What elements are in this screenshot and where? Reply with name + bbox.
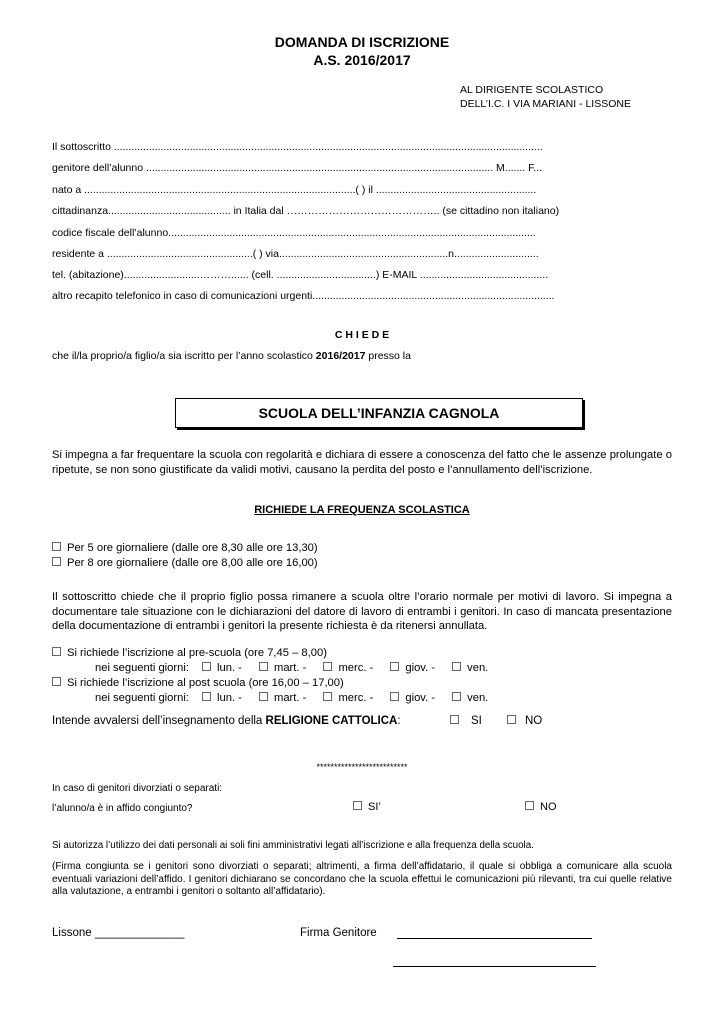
religion-label-bold: RELIGIONE CATTOLICA	[265, 715, 398, 727]
religion-label-post: :	[397, 715, 401, 727]
field-cittadinanza[interactable]: cittadinanza.......................................... in Italia dal …………………………………….. (se cittadino non italiano)	[52, 205, 560, 217]
field-telefono[interactable]: tel. (abitazione)..........................………...... (cell. ..................................) E-MAIL ............................................	[52, 269, 549, 281]
custody-question: l’alunno/a è in affido congiunto?	[52, 803, 193, 814]
custody-no-label: NO	[540, 801, 557, 813]
field-altro-recapito[interactable]: altro recapito telefonico in caso di comunicazioni urgenti...................................................................................	[52, 290, 555, 302]
day-mart: mart. -	[274, 662, 307, 674]
checkbox-5h[interactable]	[52, 542, 61, 551]
request-text-post: presso la	[365, 350, 411, 362]
post-school-option[interactable]	[52, 677, 344, 689]
recipient-line-1: AL DIRIGENTE SCOLASTICO	[460, 84, 604, 96]
checkbox-post-giov[interactable]	[390, 692, 399, 701]
checkbox-custody-no[interactable]	[525, 801, 534, 810]
extra-time-paragraph: Il sottoscritto chiede che il proprio figlio possa rimanere a scuola oltre l’orario normale per motivi di lavoro. Si impegna a documentare tale situazione con le dichiarazioni del datore di lavoro di entrambi i genitori. In caso di mancata presentazione della documentazione di entrambi i genitori la presente richiesta è da ritenersi annullata.	[52, 591, 672, 632]
post-school-label: Si richiede l’iscrizione al post scuola (ore 16,00 – 17,00)	[67, 677, 344, 689]
signature-line-2[interactable]	[393, 966, 596, 967]
religion-yes-option[interactable]	[450, 715, 482, 727]
checkbox-custody-yes[interactable]	[353, 801, 362, 810]
religion-yes-label: SI	[471, 715, 482, 727]
custody-yes-label: SI’	[368, 801, 381, 813]
checkbox-post-ven[interactable]	[452, 692, 461, 701]
checkbox-pre-merc[interactable]	[323, 662, 332, 671]
religion-no-label: NO	[525, 715, 543, 727]
recipient-line-2: DELL’I.C. I VIA MARIANI - LISSONE	[460, 98, 631, 110]
frequency-option-5h[interactable]	[52, 542, 318, 554]
days-label: nei seguenti giorni:	[95, 662, 189, 674]
religion-label-pre: Intende avvalersi dell’insegnamento della	[52, 715, 266, 727]
checkbox-post-mart[interactable]	[259, 692, 268, 701]
request-line	[52, 350, 411, 362]
frequency-option-8h[interactable]	[52, 557, 318, 569]
request-year: 2016/2017	[315, 350, 366, 362]
place-field[interactable]: Lissone ______________	[52, 927, 185, 939]
checkbox-religion-no[interactable]	[507, 715, 516, 724]
signature-line-1[interactable]	[397, 938, 592, 939]
school-name: SCUOLA DELL’INFANZIA CAGNOLA	[258, 405, 500, 421]
commitment-paragraph: Si impegna a far frequentare la scuola con regolarità e dichiara di essere a conoscenza del fatto che le assenze prolungate o ripetute, se non sono giustificate da validi motivi, causano la perdita del posto e l’annullamento dell’iscrizione.	[52, 449, 672, 476]
checkbox-post-merc[interactable]	[323, 692, 332, 701]
day-lun: lun. -	[217, 662, 242, 674]
checkbox-religion-yes[interactable]	[450, 715, 459, 724]
pre-school-option[interactable]	[52, 647, 327, 659]
day-giov: giov. -	[405, 692, 436, 704]
field-residente[interactable]: residente a ..................................................( ) via..........................................................n.............................	[52, 248, 539, 260]
field-codice-fiscale[interactable]: codice fiscale dell’alunno..............................................................................................................................	[52, 227, 536, 239]
field-genitore[interactable]: genitore dell’alunno ....................................................................................................................... M....... F...	[52, 162, 543, 174]
checkbox-pre-school[interactable]	[52, 647, 61, 656]
day-mart: mart. -	[274, 692, 307, 704]
separator-stars: **************************	[316, 762, 408, 772]
chiede-heading: C H I E D E	[334, 329, 390, 341]
frequency-heading: RICHIEDE LA FREQUENZA SCOLASTICA	[254, 504, 470, 516]
day-ven: ven.	[467, 692, 489, 704]
post-school-days	[95, 692, 488, 704]
day-ven: ven.	[467, 662, 489, 674]
day-merc: merc. -	[338, 662, 374, 674]
custody-yes-option[interactable]	[353, 801, 381, 813]
frequency-option-5h-label: Per 5 ore giornaliere (dalle ore 8,30 alle ore 13,30)	[67, 542, 318, 554]
request-text-pre: che il/la proprio/a figlio/a sia iscritto per l’anno scolastico	[52, 350, 316, 362]
checkbox-pre-ven[interactable]	[452, 662, 461, 671]
checkbox-pre-mart[interactable]	[259, 662, 268, 671]
day-merc: merc. -	[338, 692, 374, 704]
frequency-option-8h-label: Per 8 ore giornaliere (dalle ore 8,00 alle ore 16,00)	[67, 557, 318, 569]
days-label: nei seguenti giorni:	[95, 692, 189, 704]
checkbox-post-lun[interactable]	[202, 692, 211, 701]
pre-school-label: Si richiede l’iscrizione al pre-scuola (ore 7,45 – 8,00)	[67, 647, 327, 659]
checkbox-8h[interactable]	[52, 557, 61, 566]
field-sottoscritto[interactable]: Il sottoscritto ...................................................................................................................................................	[52, 141, 543, 153]
signature-note: (Firma congiunta se i genitori sono divorziati o separati; altrimenti, a firma dell’affidatario, il quale si obbliga a comunicare alla scuola eventuali variazioni dell’affido. I genitori dichiarano se concordano che la scuola effettui le comunicazioni più rilevanti, tra cui quelle relative alla valutazione, a entrambi i genitori o soltanto all’affidatario).	[52, 861, 672, 898]
religion-question	[52, 715, 401, 727]
field-nato-a[interactable]: nato a .............................................................................................( ) il .......................................................	[52, 184, 537, 196]
checkbox-pre-giov[interactable]	[390, 662, 399, 671]
pre-school-days	[95, 662, 488, 674]
custody-no-option[interactable]	[525, 801, 557, 813]
school-year-title: A.S. 2016/2017	[313, 52, 411, 68]
custody-intro: In caso di genitori divorziati o separati:	[52, 783, 223, 794]
document-title: DOMANDA DI ISCRIZIONE	[274, 34, 450, 50]
privacy-consent: Si autorizza l’utilizzo dei dati personali ai soli fini amministrativi legati all’iscrizione e alla frequenza della scuola.	[52, 840, 534, 851]
day-lun: lun. -	[217, 692, 242, 704]
religion-no-option[interactable]	[507, 715, 542, 727]
day-giov: giov. -	[405, 662, 436, 674]
checkbox-pre-lun[interactable]	[202, 662, 211, 671]
school-name-box	[175, 398, 583, 428]
checkbox-post-school[interactable]	[52, 677, 61, 686]
signature-label: Firma Genitore	[300, 927, 377, 939]
